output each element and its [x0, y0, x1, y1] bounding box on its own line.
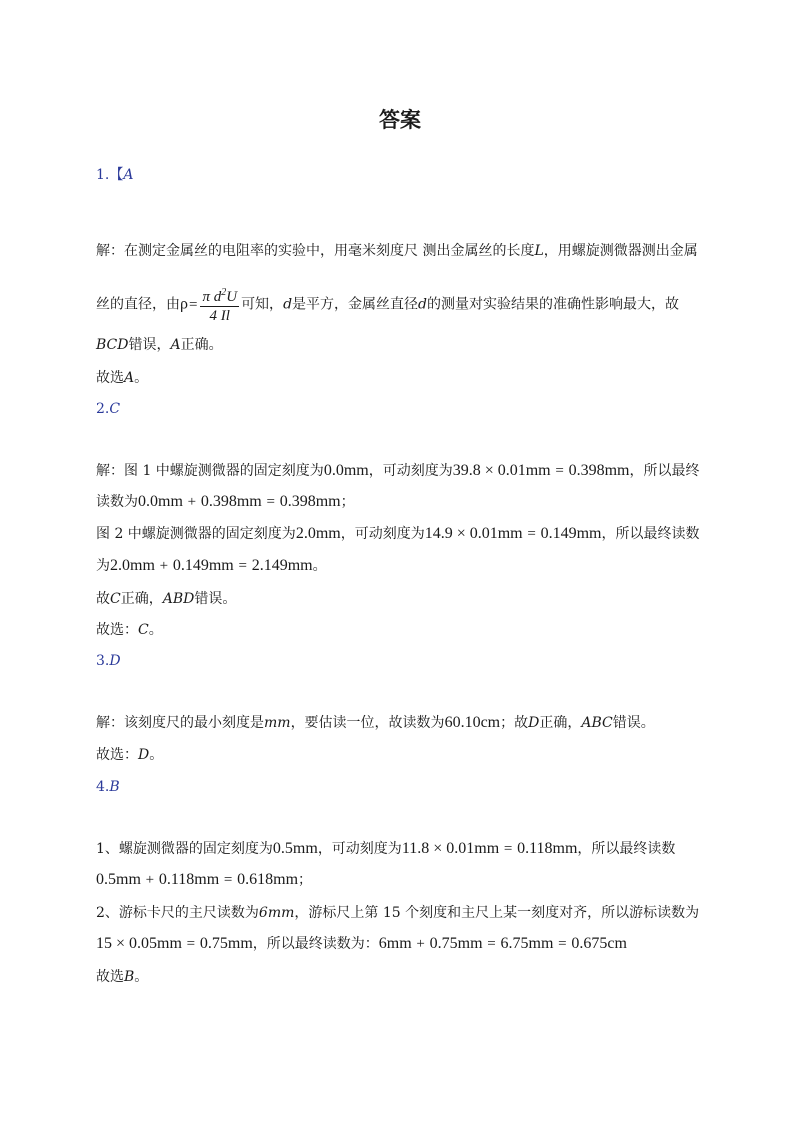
- question-4-header: [96, 777, 120, 797]
- q2-explanation-line-2: 读数为0.0mm + 0.398mm = 0.398mm；: [96, 493, 355, 510]
- question-number: 3.: [96, 653, 110, 669]
- question-number: 4.: [96, 779, 110, 795]
- q1-explanation-line-3: BCD错误，A正确。: [96, 337, 223, 353]
- q4-explanation-line-2: 0.5mm + 0.118mm = 0.618mm；: [96, 871, 313, 888]
- question-number: 2.: [96, 401, 110, 417]
- q2-explanation-line-1: 解：图 1 中螺旋测微器的固定刻度为0.0mm，可动刻度为39.8 × 0.01mm = 0.398mm，所以最终: [96, 462, 700, 479]
- question-answer: B: [109, 779, 120, 795]
- q1-explanation-line-2: 丝的直径，由ρ= $\frac{\pi d^2U}{4 Il}$ 可知，d是平方，金属丝直径d的测量对实验结果的准确性影响最大，故: [96, 284, 679, 325]
- resistivity-formula: $\frac{\pi d^2U}{4 Il}$: [200, 284, 239, 325]
- q1-conclusion: 故选A。: [96, 370, 149, 386]
- question-answer: C: [109, 401, 121, 417]
- q2-explanation-line-3: 图 2 中螺旋测微器的固定刻度为2.0mm，可动刻度为14.9 × 0.01mm = 0.149mm，所以最终读数: [96, 525, 700, 542]
- question-answer: D: [109, 653, 121, 669]
- q3-explanation-line-1: 解：该刻度尺的最小刻度是mm，要估读一位，故读数为60.10cm；故D正确，ABC错误。: [96, 714, 655, 731]
- question-1-header: [96, 165, 133, 185]
- question-2-header: [96, 399, 120, 419]
- question-answer: A: [123, 167, 134, 183]
- question-3-header: [96, 651, 121, 671]
- q4-explanation-line-1: 1、螺旋测微器的固定刻度为0.5mm，可动刻度为11.8 × 0.01mm = 0.118mm，所以最终读数: [96, 840, 676, 857]
- q1-explanation-line-1: 解：在测定金属丝的电阻率的实验中，用毫米刻度尺 测出金属丝的长度L，用螺旋测微器测出金属: [96, 243, 698, 259]
- question-number: 1.【: [96, 167, 124, 183]
- q4-explanation-line-3: 2、游标卡尺的主尺读数为6mm，游标尺上第 15 个刻度和主尺上某一刻度对齐，所以游标读数为: [96, 905, 700, 921]
- q2-conclusion: 故选：C。: [96, 622, 163, 638]
- q2-explanation-line-5: 故C正确，ABD错误。: [96, 591, 237, 607]
- q4-conclusion: 故选B。: [96, 969, 149, 985]
- q4-explanation-line-4: 15 × 0.05mm = 0.75mm，所以最终读数为：6mm + 0.75mm = 6.75mm = 0.675cm: [96, 935, 627, 952]
- page-title: 答案: [379, 108, 421, 132]
- q2-explanation-line-4: 为2.0mm + 0.149mm = 2.149mm。: [96, 557, 327, 574]
- q3-conclusion: 故选：D。: [96, 747, 164, 763]
